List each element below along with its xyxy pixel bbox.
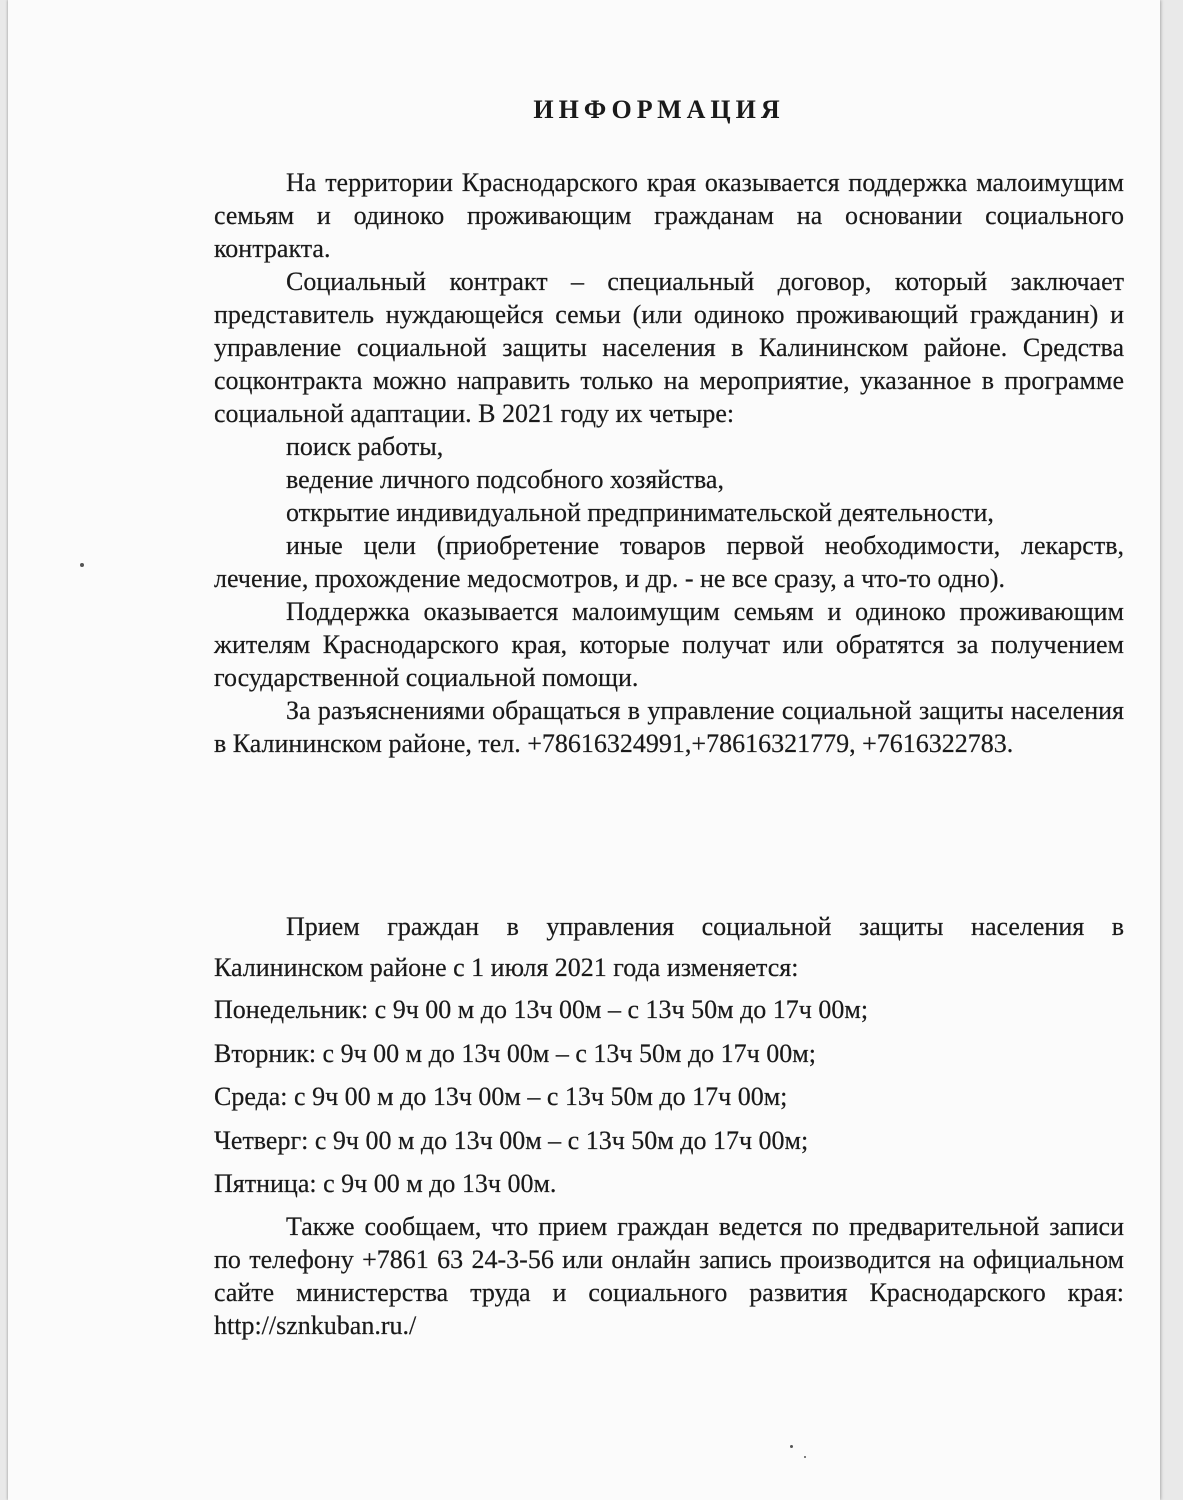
reception-section xyxy=(214,906,1124,1342)
document-page xyxy=(8,0,1160,1500)
list-item: иные цели (приобретение товаров первой необходимости, лекарств, лечение, прохождение медосмотров, и др. - не все сразу, а что-то одно). xyxy=(214,531,1124,593)
schedule-row: Вторник: с 9ч 00 м до 13ч 00м – с 13ч 50м до 17ч 00м; xyxy=(214,1038,816,1068)
paragraph-social-contract: Социальный контракт – специальный договор, который заключает представитель нуждающейся семьи (или одиноко проживающий гражданин) и управление социальной защиты населения в Калининском районе. Средства соцконтракта можно направить только на мероприятие, указанное в программе социальной адаптации. В 2021 году их четыре: xyxy=(214,267,1124,428)
list-item: поиск работы, xyxy=(286,432,444,461)
schedule-row: Четверг: с 9ч 00 м до 13ч 00м – с 13ч 50м до 17ч 00м; xyxy=(214,1125,809,1155)
list-item: ведение личного подсобного хозяйства, xyxy=(286,465,724,494)
paragraph-intro: На территории Краснодарского края оказывается поддержка малоимущим семьям и одиноко проживающим гражданам на основании социального контракта. xyxy=(214,168,1124,263)
scan-speck xyxy=(80,563,84,567)
schedule-row: Понедельник: с 9ч 00 м до 13ч 00м – с 13ч 50м до 17ч 00м; xyxy=(214,995,869,1024)
schedule-row: Пятница: с 9ч 00 м до 13ч 00м. xyxy=(214,1169,557,1198)
document-title: ИНФОРМАЦИЯ xyxy=(533,95,785,124)
list-item: открытие индивидуальной предпринимательской деятельности, xyxy=(286,498,994,527)
document-body xyxy=(214,166,1124,760)
schedule-row: Среда: с 9ч 00 м до 13ч 00м – с 13ч 50м до 17ч 00м; xyxy=(214,1082,788,1111)
paragraph-support: Поддержка оказывается малоимущим семьям и одиноко проживающим жителям Краснодарского края, которые получат или обратятся за получением государственной социальной помощи. xyxy=(214,597,1124,692)
paragraph-contacts: За разъяснениями обращаться в управление социальной защиты населения в Калининском районе, тел. +78616324991,+78616321779, +7616322783. xyxy=(214,696,1124,758)
paragraph-reception-change: Прием граждан в управления социальной защиты населения в Калининском районе с 1 июля 2021 года изменяется: xyxy=(214,912,1124,982)
scan-speck xyxy=(804,1456,806,1458)
paragraph-appointment: Также сообщаем, что прием граждан ведется по предварительной записи по телефону +7861 63 24-3-56 или онлайн запись производится на официальном сайте министерства труда и социального развития Краснодарского края: http://sznkuban.ru./ xyxy=(214,1211,1124,1340)
scan-speck xyxy=(790,1445,793,1448)
